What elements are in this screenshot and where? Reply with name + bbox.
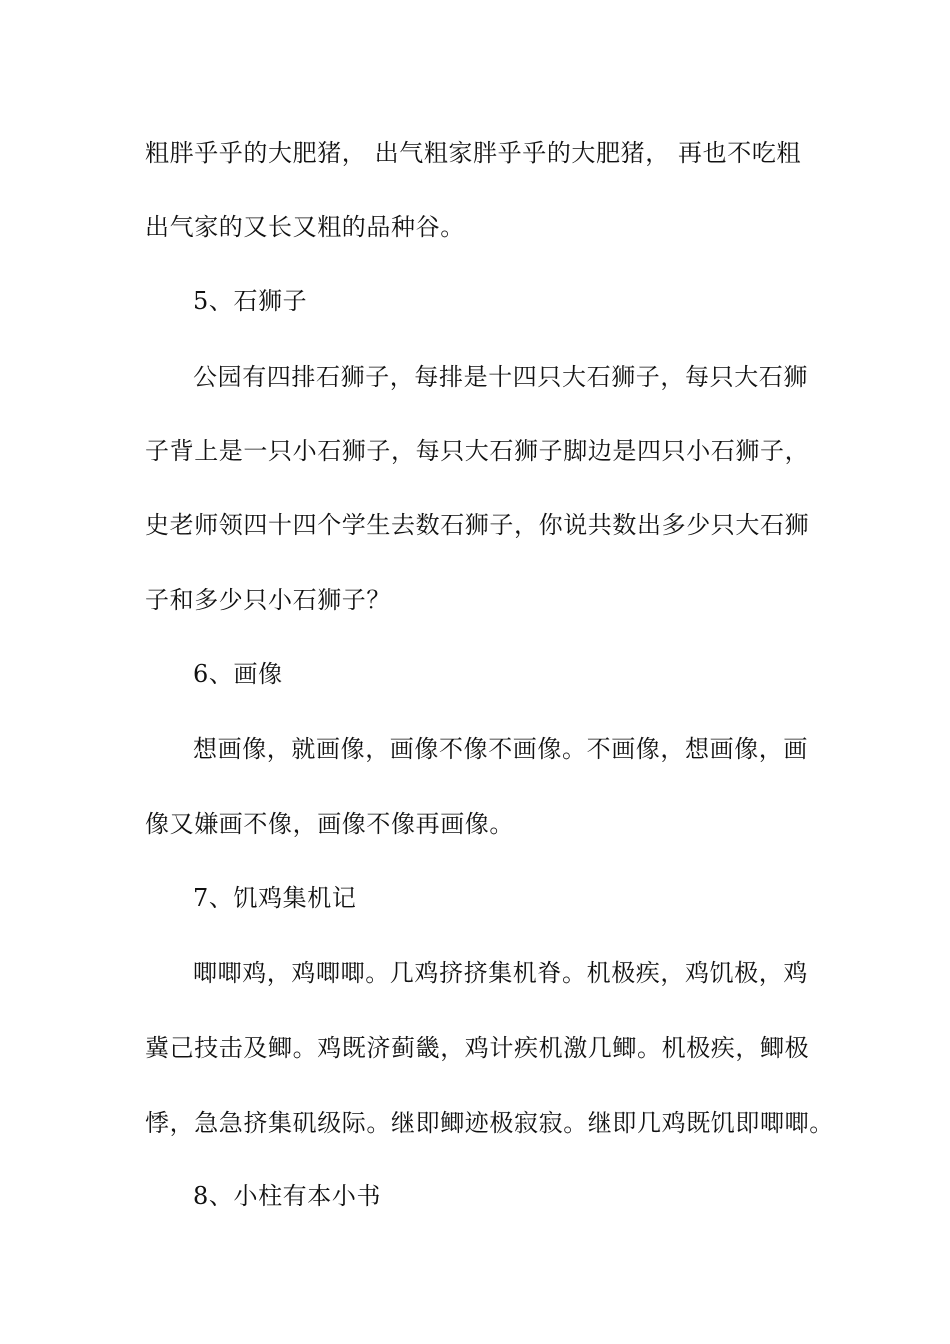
text-line: 公园有四排石狮子，每排是十四只大石狮子，每只大石狮 (193, 363, 808, 391)
section-heading: 6、画像 (193, 660, 283, 688)
text-line: 冀己技击及鲫。鸡既济蓟畿，鸡计疾机激几鲫。机极疾，鲫极 (145, 1034, 810, 1062)
text-line: 粗胖乎乎的大肥猪， 出气粗家胖乎乎的大肥猪， 再也不吃粗 (145, 139, 802, 167)
text-line: 悸，急急挤集矶级际。继即鲫迹极寂寂。继即几鸡既饥即唧唧。 (145, 1109, 834, 1137)
text-line: 唧唧鸡，鸡唧唧。几鸡挤挤集机脊。机极疾，鸡饥极，鸡 (193, 959, 808, 987)
text-line: 像又嫌画不像，画像不像再画像。 (145, 810, 514, 838)
text-line: 史老师领四十四个学生去数石狮子，你说共数出多少只大石狮 (145, 511, 810, 539)
text-line: 想画像，就画像，画像不像不画像。不画像，想画像，画 (193, 735, 808, 763)
section-heading: 5、石狮子 (193, 287, 308, 315)
text-line: 出气家的又长又粗的品种谷。 (145, 213, 465, 241)
text-line: 子和多少只小石狮子？ (145, 586, 391, 614)
section-heading: 8、小柱有本小书 (193, 1182, 382, 1210)
section-heading: 7、饥鸡集机记 (193, 884, 357, 912)
text-line: 子背上是一只小石狮子，每只大石狮子脚边是四只小石狮子， (145, 437, 810, 465)
